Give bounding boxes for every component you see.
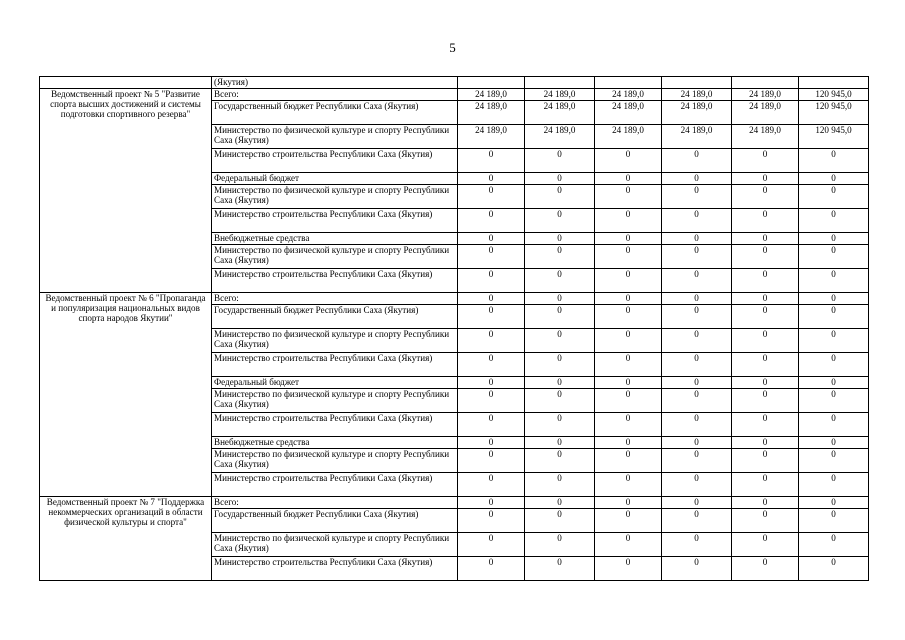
amount-cell: 0 xyxy=(595,233,662,245)
amount-cell: 0 xyxy=(662,209,732,233)
page-number: 5 xyxy=(449,40,456,55)
amount-cell: 0 xyxy=(662,329,732,353)
amount-cell: 0 xyxy=(525,209,595,233)
amount-cell: 0 xyxy=(595,437,662,449)
amount-cell: 24 189,0 xyxy=(732,125,799,149)
amount-cell: 0 xyxy=(458,293,525,305)
amount-cell: 0 xyxy=(525,473,595,497)
amount-cell: 0 xyxy=(662,437,732,449)
amount-cell: 0 xyxy=(458,449,525,473)
amount-cell: 0 xyxy=(799,377,869,389)
funding-source-cell: Государственный бюджет Республики Саха (Якутия) xyxy=(212,305,458,329)
amount-cell: 0 xyxy=(732,245,799,269)
funding-source-cell: Министерство по физической культуре и спорту Республики Саха (Якутия) xyxy=(212,185,458,209)
amount-cell: 0 xyxy=(799,233,869,245)
amount-cell: 0 xyxy=(458,173,525,185)
amount-cell: 0 xyxy=(732,377,799,389)
funding-source-cell: Всего: xyxy=(212,89,458,101)
funding-source-cell: Всего: xyxy=(212,293,458,305)
amount-cell: 0 xyxy=(662,173,732,185)
amount-cell: 0 xyxy=(458,269,525,293)
amount-cell: 0 xyxy=(458,509,525,533)
amount-cell: 0 xyxy=(595,449,662,473)
amount-cell: 0 xyxy=(458,473,525,497)
amount-cell: 0 xyxy=(525,557,595,581)
amount-cell: 0 xyxy=(662,305,732,329)
amount-cell: 0 xyxy=(595,149,662,173)
amount-cell: 24 189,0 xyxy=(525,125,595,149)
amount-cell: 0 xyxy=(525,185,595,209)
amount-cell: 0 xyxy=(525,413,595,437)
amount-cell: 0 xyxy=(799,209,869,233)
amount-cell: 0 xyxy=(525,509,595,533)
amount-cell: 0 xyxy=(525,449,595,473)
amount-cell: 0 xyxy=(458,437,525,449)
funding-source-cell: Министерство по физической культуре и спорту Республики Саха (Якутия) xyxy=(212,125,458,149)
amount-cell: 24 189,0 xyxy=(732,89,799,101)
project-cell-empty xyxy=(40,77,212,89)
amount-cell: 0 xyxy=(662,389,732,413)
amount-cell: 0 xyxy=(732,209,799,233)
funding-source-cell: Министерство по физической культуре и спорту Республики Саха (Якутия) xyxy=(212,449,458,473)
amount-cell: 120 945,0 xyxy=(799,101,869,125)
amount-cell: 0 xyxy=(662,449,732,473)
amount-cell: 0 xyxy=(595,329,662,353)
funding-source-cell: Министерство строительства Республики Саха (Якутия) xyxy=(212,557,458,581)
funding-source-cell: (Якутия) xyxy=(212,77,458,89)
amount-cell: 0 xyxy=(595,305,662,329)
amount-cell: 0 xyxy=(595,185,662,209)
amount-cell: 0 xyxy=(525,173,595,185)
amount-cell: 0 xyxy=(732,185,799,209)
amount-cell: 0 xyxy=(732,437,799,449)
amount-cell: 0 xyxy=(662,245,732,269)
amount-cell: 24 189,0 xyxy=(662,101,732,125)
amount-cell: 0 xyxy=(732,509,799,533)
amount-cell: 0 xyxy=(799,557,869,581)
amount-cell: 0 xyxy=(458,245,525,269)
amount-cell: 0 xyxy=(525,269,595,293)
amount-cell: 24 189,0 xyxy=(458,89,525,101)
amount-cell: 0 xyxy=(799,449,869,473)
amount-cell: 0 xyxy=(732,149,799,173)
amount-cell: 0 xyxy=(595,497,662,509)
amount-cell: 0 xyxy=(458,305,525,329)
amount-cell: 24 189,0 xyxy=(595,125,662,149)
amount-cell: 0 xyxy=(595,209,662,233)
amount-cell: 0 xyxy=(799,533,869,557)
amount-cell: 0 xyxy=(799,497,869,509)
amount-cell: 0 xyxy=(525,353,595,377)
table-row xyxy=(40,497,869,509)
amount-cell: 120 945,0 xyxy=(799,89,869,101)
funding-source-cell: Министерство строительства Республики Саха (Якутия) xyxy=(212,413,458,437)
amount-cell: 0 xyxy=(458,185,525,209)
amount-cell: 0 xyxy=(732,449,799,473)
amount-cell: 0 xyxy=(662,377,732,389)
amount-cell: 0 xyxy=(732,533,799,557)
amount-cell: 0 xyxy=(799,173,869,185)
amount-cell: 0 xyxy=(799,329,869,353)
amount-cell: 0 xyxy=(662,233,732,245)
project-name-cell: Ведомственный проект № 7 "Поддержка некоммерческих организаций в области физической культуры и спорта" xyxy=(40,497,212,581)
amount-cell: 0 xyxy=(595,533,662,557)
amount-cell: 24 189,0 xyxy=(595,101,662,125)
funding-source-cell: Министерство по физической культуре и спорту Республики Саха (Якутия) xyxy=(212,533,458,557)
amount-cell: 0 xyxy=(732,389,799,413)
amount-cell: 0 xyxy=(595,353,662,377)
amount-cell: 0 xyxy=(595,557,662,581)
amount-cell: 0 xyxy=(595,173,662,185)
amount-cell: 0 xyxy=(662,533,732,557)
amount-cell: 0 xyxy=(662,509,732,533)
amount-cell: 24 189,0 xyxy=(732,101,799,125)
amount-cell: 0 xyxy=(799,293,869,305)
amount-cell xyxy=(662,77,732,89)
amount-cell: 24 189,0 xyxy=(458,125,525,149)
funding-source-cell: Министерство по физической культуре и спорту Республики Саха (Якутия) xyxy=(212,245,458,269)
funding-source-cell: Министерство строительства Республики Саха (Якутия) xyxy=(212,209,458,233)
funding-source-cell: Министерство строительства Республики Саха (Якутия) xyxy=(212,269,458,293)
amount-cell: 0 xyxy=(732,293,799,305)
amount-cell: 0 xyxy=(732,413,799,437)
table-body xyxy=(40,77,869,581)
amount-cell: 24 189,0 xyxy=(458,101,525,125)
amount-cell: 0 xyxy=(732,473,799,497)
amount-cell: 0 xyxy=(732,557,799,581)
funding-source-cell: Всего: xyxy=(212,497,458,509)
amount-cell: 0 xyxy=(732,353,799,377)
amount-cell: 0 xyxy=(458,497,525,509)
amount-cell: 24 189,0 xyxy=(525,89,595,101)
amount-cell: 0 xyxy=(799,305,869,329)
amount-cell: 0 xyxy=(662,497,732,509)
funding-source-cell: Государственный бюджет Республики Саха (Якутия) xyxy=(212,509,458,533)
funding-source-cell: Государственный бюджет Республики Саха (Якутия) xyxy=(212,101,458,125)
amount-cell: 0 xyxy=(458,329,525,353)
amount-cell: 0 xyxy=(595,245,662,269)
amount-cell: 0 xyxy=(799,413,869,437)
amount-cell: 0 xyxy=(458,413,525,437)
amount-cell: 0 xyxy=(525,233,595,245)
amount-cell: 0 xyxy=(662,557,732,581)
amount-cell: 0 xyxy=(458,389,525,413)
budget-table xyxy=(39,76,869,581)
amount-cell: 0 xyxy=(458,233,525,245)
amount-cell xyxy=(799,77,869,89)
amount-cell: 0 xyxy=(525,293,595,305)
table-row xyxy=(40,89,869,101)
amount-cell: 0 xyxy=(595,377,662,389)
amount-cell: 24 189,0 xyxy=(595,89,662,101)
funding-source-cell: Министерство строительства Республики Саха (Якутия) xyxy=(212,473,458,497)
amount-cell: 0 xyxy=(458,149,525,173)
project-name-cell: Ведомственный проект № 6 "Пропаганда и популяризация национальных видов спорта народов Якутии" xyxy=(40,293,212,497)
amount-cell: 0 xyxy=(799,509,869,533)
amount-cell: 24 189,0 xyxy=(525,101,595,125)
amount-cell: 0 xyxy=(458,557,525,581)
amount-cell: 24 189,0 xyxy=(662,125,732,149)
amount-cell: 0 xyxy=(595,389,662,413)
amount-cell: 0 xyxy=(458,533,525,557)
amount-cell: 0 xyxy=(799,149,869,173)
funding-source-cell: Внебюджетные средства xyxy=(212,437,458,449)
amount-cell: 0 xyxy=(595,293,662,305)
funding-source-cell: Внебюджетные средства xyxy=(212,233,458,245)
amount-cell: 0 xyxy=(732,329,799,353)
amount-cell: 0 xyxy=(662,149,732,173)
amount-cell: 0 xyxy=(799,437,869,449)
amount-cell: 0 xyxy=(732,233,799,245)
amount-cell: 0 xyxy=(525,389,595,413)
amount-cell: 0 xyxy=(595,413,662,437)
amount-cell: 0 xyxy=(525,437,595,449)
amount-cell: 0 xyxy=(525,245,595,269)
amount-cell: 0 xyxy=(595,473,662,497)
amount-cell: 0 xyxy=(662,185,732,209)
amount-cell: 0 xyxy=(662,293,732,305)
amount-cell: 24 189,0 xyxy=(662,89,732,101)
amount-cell: 0 xyxy=(595,269,662,293)
amount-cell: 0 xyxy=(732,269,799,293)
amount-cell: 0 xyxy=(799,185,869,209)
amount-cell: 0 xyxy=(799,269,869,293)
amount-cell: 0 xyxy=(732,173,799,185)
table-row xyxy=(40,293,869,305)
amount-cell: 0 xyxy=(662,473,732,497)
amount-cell: 0 xyxy=(662,269,732,293)
amount-cell xyxy=(525,77,595,89)
amount-cell: 0 xyxy=(662,413,732,437)
funding-source-cell: Министерство по физической культуре и спорту Республики Саха (Якутия) xyxy=(212,389,458,413)
amount-cell: 0 xyxy=(799,473,869,497)
funding-source-cell: Министерство строительства Республики Саха (Якутия) xyxy=(212,353,458,377)
amount-cell: 0 xyxy=(732,305,799,329)
funding-source-cell: Министерство строительства Республики Саха (Якутия) xyxy=(212,149,458,173)
amount-cell: 0 xyxy=(799,389,869,413)
funding-source-cell: Федеральный бюджет xyxy=(212,173,458,185)
amount-cell: 0 xyxy=(525,305,595,329)
funding-source-cell: Федеральный бюджет xyxy=(212,377,458,389)
amount-cell: 0 xyxy=(799,353,869,377)
project-name-cell: Ведомственный проект № 5 "Развитие спорта высших достижений и системы подготовки спортивного резерва" xyxy=(40,89,212,293)
amount-cell xyxy=(458,77,525,89)
amount-cell xyxy=(732,77,799,89)
amount-cell: 0 xyxy=(732,497,799,509)
amount-cell: 0 xyxy=(799,245,869,269)
amount-cell: 0 xyxy=(458,209,525,233)
amount-cell: 0 xyxy=(662,353,732,377)
amount-cell: 0 xyxy=(525,329,595,353)
amount-cell: 0 xyxy=(595,509,662,533)
amount-cell xyxy=(595,77,662,89)
funding-source-cell: Министерство по физической культуре и спорту Республики Саха (Якутия) xyxy=(212,329,458,353)
amount-cell: 0 xyxy=(525,533,595,557)
amount-cell: 0 xyxy=(525,497,595,509)
table-row xyxy=(40,77,869,89)
amount-cell: 0 xyxy=(458,377,525,389)
amount-cell: 0 xyxy=(525,377,595,389)
amount-cell: 0 xyxy=(458,353,525,377)
amount-cell: 120 945,0 xyxy=(799,125,869,149)
amount-cell: 0 xyxy=(525,149,595,173)
